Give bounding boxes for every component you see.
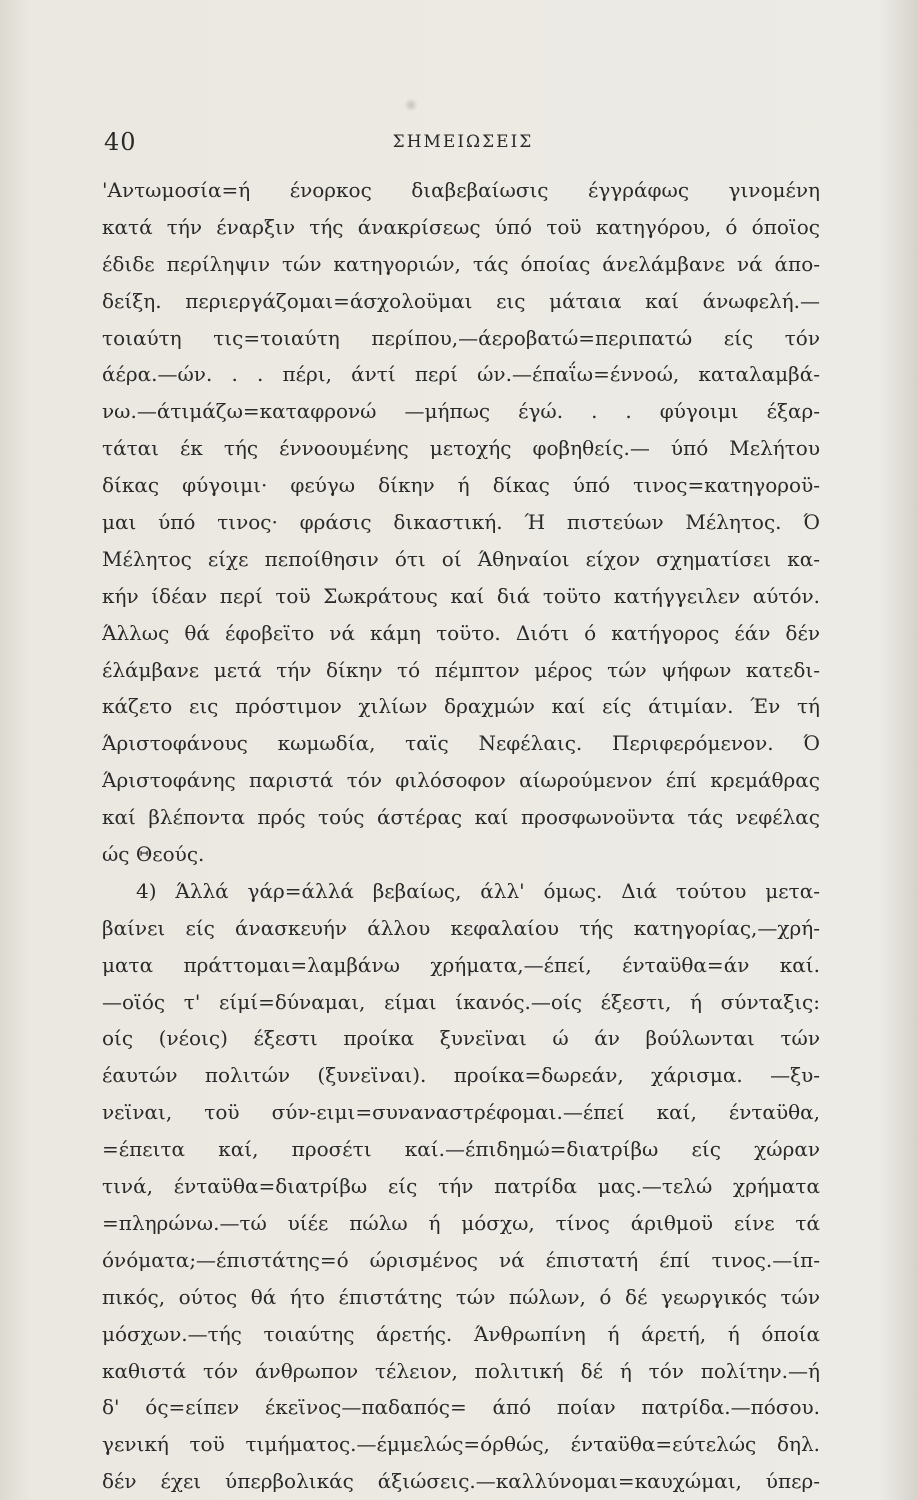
text-line: τινά, ένταϋθα=διατρίβω είς τήν πατρίδα μας.—τελώ χρήματα bbox=[102, 1174, 820, 1199]
text-line: νω.—άτιμάζω=καταφρονώ —μήπως έγώ. . . φύγοιμι έξαρ- bbox=[102, 399, 820, 424]
page-number: 40 bbox=[104, 128, 137, 156]
text-line: βαίνει είς άνασκευήν άλλου κεφαλαίου τής κατηγορίας,—χρή- bbox=[102, 915, 820, 940]
text-line: άέρα.—ών. . . πέρι, άντί περί ών.—έπαΐω=έννοώ, καταλαμβά- bbox=[102, 362, 820, 387]
text-line: τάται έκ τής έννοουμένης μετοχής φοβηθείς.— ύπό Μελήτου bbox=[102, 436, 820, 461]
text-line: Μέλητος είχε πεποίθησιν ότι οί Άθηναίοι είχον σχηματίσει κα- bbox=[102, 546, 820, 571]
text-line: δ' ός=είπεν έκεϊνος—παδαπός= άπό ποίαν πατρίδα.—πόσου. bbox=[102, 1395, 820, 1420]
paper-stain bbox=[404, 98, 418, 112]
text-line: 'Αντωμοσία=ή ένορκος διαβεβαίωσις έγγράφως γινομένη bbox=[102, 178, 820, 202]
text-line: κάζετο εις πρόστιμον χιλίων δραχμών καί είς άτιμίαν. Έν τή bbox=[102, 694, 820, 719]
text-line: όνόματα;—έπιστάτης=ό ώρισμένος νά έπιστατή έπί τινος.—ίπ- bbox=[102, 1247, 820, 1272]
text-line: κατά τήν έναρξιν τής άνακρίσεως ύπό τοϋ κατηγόρου, ό όποϊος bbox=[102, 214, 820, 239]
text-line: γενική τοϋ τιμήματος.—έμμελώς=όρθώς, ένταϋθα=εύτελώς δηλ. bbox=[102, 1432, 820, 1457]
text-line: μόσχων.—τής τοιαύτης άρετής. Άνθρωπίνη ή άρετή, ή όποία bbox=[102, 1321, 820, 1346]
notes-text bbox=[102, 172, 820, 1500]
text-line: έλάμβανε μετά τήν δίκην τό πέμπτον μέρος τών ψήφων κατεδι- bbox=[102, 657, 820, 682]
text-line: Άριστοφάνης παριστά τόν φιλόσοφον αίωρούμενον έπί κρεμάθρας bbox=[102, 768, 820, 793]
text-line: έαυτών πολιτών (ξυνεϊναι). προίκα=δωρεάν, χάρισμα. —ξυ- bbox=[102, 1063, 820, 1088]
text-line: καθιστά τόν άνθρωπον τέλειον, πολιτική δέ ή τόν πολίτην.—ή bbox=[102, 1358, 820, 1383]
running-title: ΣΗΜΕΙΩΣΕΙΣ bbox=[392, 132, 534, 152]
text-line: κήν ίδέαν περί τοϋ Σωκράτους καί διά τοϋτο κατήγγειλεν αύτόν. bbox=[102, 583, 820, 608]
text-line: καί βλέποντα πρός τούς άστέρας καί προσφωνοϋντα τάς νεφέλας bbox=[102, 805, 820, 830]
text-line: οίς (νέοις) έξεστι προίκα ξυνεϊναι ώ άν βούλωνται τών bbox=[102, 1026, 820, 1051]
text-line: δείξη. περιεργάζομαι=άσχολοϋμαι εις μάταια καί άνωφελή.— bbox=[102, 288, 820, 313]
text-line: νεϊναι, τοϋ σύν-ειμι=συναναστρέφομαι.—έπεί καί, ένταϋθα, bbox=[102, 1100, 820, 1125]
text-line: δέν έχει ύπερβολικάς άξιώσεις.—καλλύνομαι=καυχώμαι, ύπερ- bbox=[102, 1469, 820, 1494]
page-header bbox=[104, 128, 822, 160]
text-line: ματα πράττομαι=λαμβάνω χρήματα,—έπεί, ένταϋθα=άν καί. bbox=[102, 952, 820, 977]
text-line: δίκας φύγοιμι· φεύγω δίκην ή δίκας ύπό τινος=κατηγοροϋ- bbox=[102, 473, 820, 498]
text-line: 4) Άλλά γάρ=άλλά βεβαίως, άλλ' όμως. Διά τούτου μετα- bbox=[136, 878, 820, 903]
text-line: =έπειτα καί, προσέτι καί.—έπιδημώ=διατρίβω είς χώραν bbox=[102, 1137, 820, 1162]
text-line: ώς Θεούς. bbox=[102, 842, 205, 867]
text-line: μαι ύπό τινος· φράσις δικαστική. Ή πιστεύων Μέλητος. Ό bbox=[102, 510, 820, 535]
text-line: τοιαύτη τις=τοιαύτη περίπου,—άεροβατώ=περιπατώ είς τόν bbox=[102, 325, 820, 350]
text-line: πικός, ούτος θά ήτο έπιστάτης τών πώλων, ό δέ γεωργικός τών bbox=[102, 1284, 820, 1309]
text-line: Άλλως θά έφοβεϊτο νά κάμη τοϋτο. Διότι ό κατήγορος έάν δέν bbox=[102, 620, 820, 645]
text-line: =πληρώνω.—τώ υίέε πώλω ή μόσχω, τίνος άριθμοϋ είνε τά bbox=[102, 1210, 820, 1235]
text-line: —οϊός τ' είμί=δύναμαι, είμαι ίκανός.—οίς έξεστι, ή σύνταξις: bbox=[102, 989, 820, 1014]
text-line: έδιδε περίληψιν τών κατηγοριών, τάς όποίας άνελάμβανε νά άπο- bbox=[102, 251, 820, 276]
text-line: Άριστοφάνους κωμωδία, ταϊς Νεφέλαις. Περιφερόμενον. Ό bbox=[102, 731, 820, 756]
